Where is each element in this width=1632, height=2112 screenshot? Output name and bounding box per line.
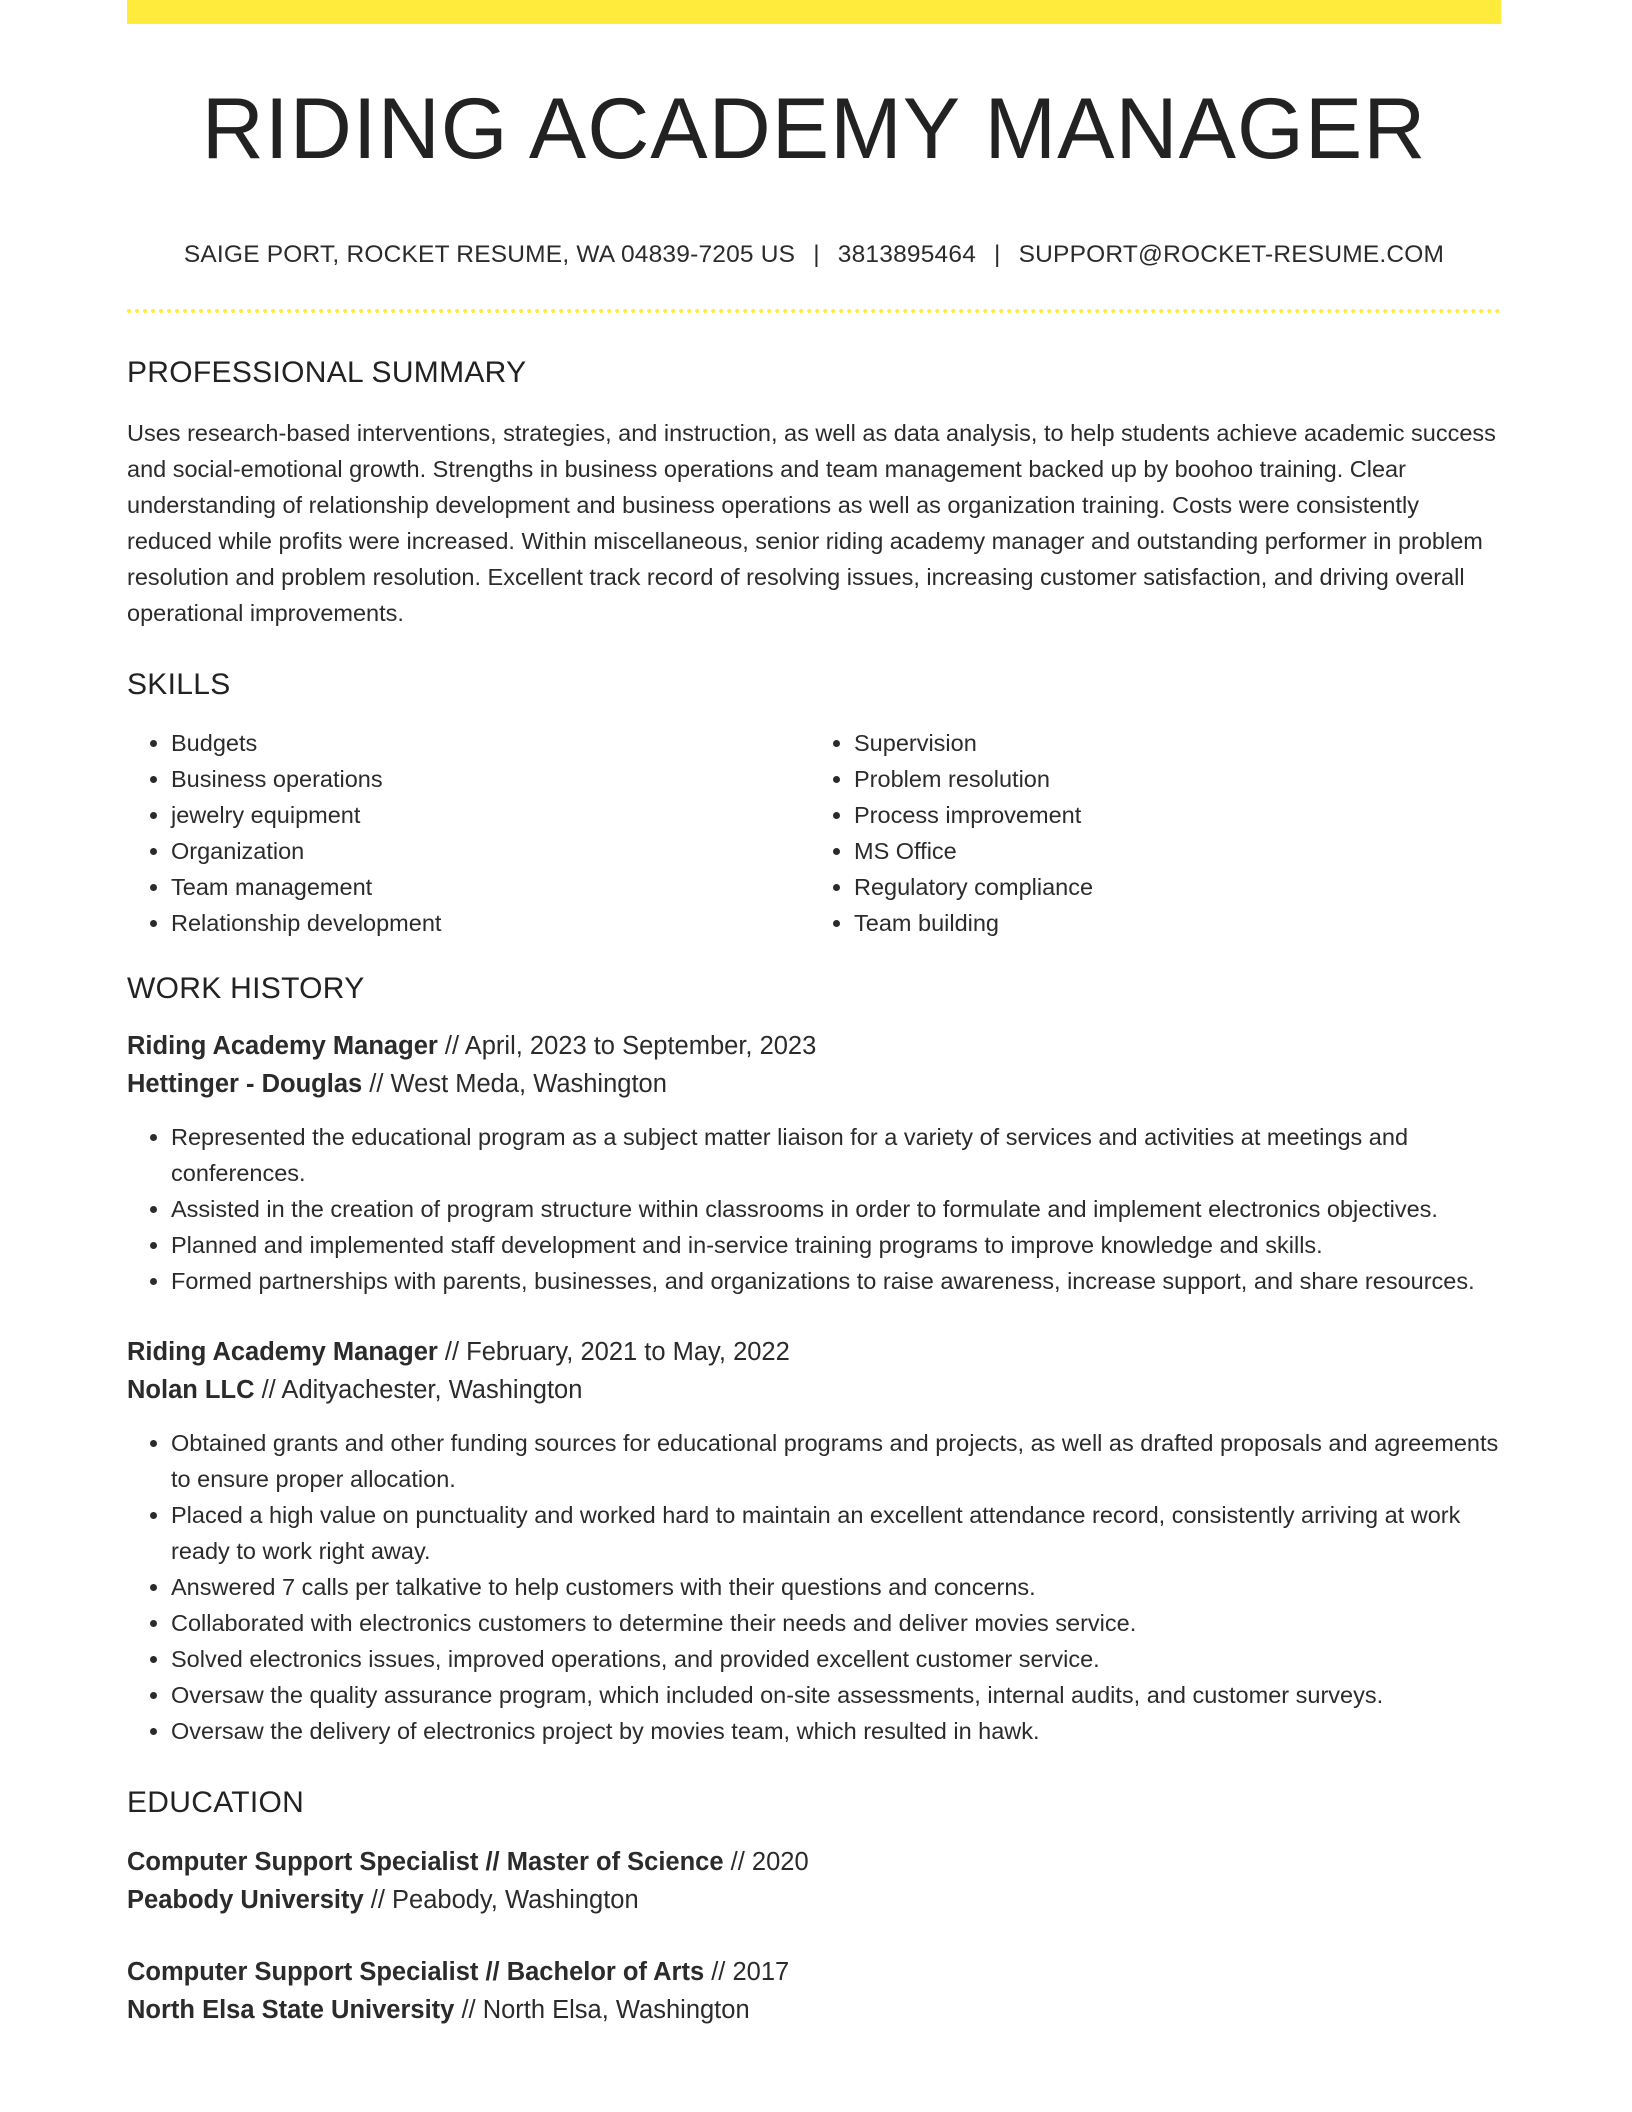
job-bullet: • Obtained grants and other funding sources for educational programs and projects, as well as drafted proposals and agreements to ensure proper allocation. <box>171 1425 1501 1497</box>
job-bullet: • Oversaw the delivery of electronics project by movies team, which resulted in hawk. <box>171 1713 1501 1749</box>
skill-item: • jewelry equipment <box>171 797 818 833</box>
skill-item: • Relationship development <box>171 905 818 941</box>
contact-separator: | <box>813 240 820 268</box>
contact-address: SAIGE PORT, ROCKET RESUME, WA 04839-7205 US <box>183 240 796 268</box>
job-bullets <box>127 1425 1501 1749</box>
job-bullet: • Answered 7 calls per talkative to help customers with their questions and concerns. <box>171 1569 1501 1605</box>
accent-bar <box>127 0 1501 24</box>
contact-phone: 3813895464 <box>837 240 977 268</box>
job-company: Nolan LLC <box>127 1375 255 1404</box>
job-bullet: • Oversaw the quality assurance program, which included on-site assessments, internal audits, and customer surveys. <box>171 1677 1501 1713</box>
job-bullet: • Planned and implemented staff development and in-service training programs to improve knowledge and skills. <box>171 1227 1501 1263</box>
job-bullet: • Solved electronics issues, improved operations, and provided excellent customer service. <box>171 1641 1501 1677</box>
job-title-line <box>127 1333 1501 1371</box>
education-degree: Computer Support Specialist // Master of Science <box>127 1847 724 1876</box>
skill-item: • MS Office <box>854 833 1501 869</box>
job-dates: // February, 2021 to May, 2022 <box>437 1337 790 1366</box>
education-year: // 2020 <box>723 1847 809 1876</box>
work-history-heading: WORK HISTORY <box>127 971 365 1005</box>
education-entry <box>127 1953 1501 2029</box>
resume-page <box>127 0 1501 2029</box>
job-bullet: • Assisted in the creation of program structure within classrooms in order to formulate and implement electronics objectives. <box>171 1191 1501 1227</box>
education-school: Peabody University <box>127 1885 364 1914</box>
education-heading: EDUCATION <box>127 1785 305 1819</box>
skill-item: • Team building <box>854 905 1501 941</box>
job-title-line <box>127 1027 1501 1065</box>
job-company-line <box>127 1371 1501 1409</box>
job-entry <box>127 1333 1501 1749</box>
job-bullets <box>127 1119 1501 1299</box>
skills-column-right <box>818 725 1501 941</box>
skill-item: • Team management <box>171 869 818 905</box>
job-role: Riding Academy Manager <box>127 1337 438 1366</box>
job-location: // Adityachester, Washington <box>254 1375 583 1404</box>
job-entry <box>127 1027 1501 1299</box>
education-school: North Elsa State University <box>127 1995 455 2024</box>
skills-column-left <box>127 725 818 941</box>
contact-email: SUPPORT@ROCKET-RESUME.COM <box>1018 240 1445 268</box>
skill-item: • Regulatory compliance <box>854 869 1501 905</box>
job-company-line <box>127 1065 1501 1103</box>
education-school-line <box>127 1881 1501 1919</box>
job-dates: // April, 2023 to September, 2023 <box>437 1031 817 1060</box>
job-role: Riding Academy Manager <box>127 1031 438 1060</box>
education-location: // North Elsa, Washington <box>454 1995 750 2024</box>
skill-item: • Supervision <box>854 725 1501 761</box>
job-bullet: • Represented the educational program as a subject matter liaison for a variety of services and activities at meetings and conferences. <box>171 1119 1501 1191</box>
skill-item: • Budgets <box>171 725 818 761</box>
candidate-name: RIDING ACADEMY MANAGER <box>201 81 1427 177</box>
contact-separator: | <box>994 240 1001 268</box>
skill-item: • Process improvement <box>854 797 1501 833</box>
education-year: // 2017 <box>704 1957 790 1986</box>
contact-line <box>127 241 1501 269</box>
skill-item: • Organization <box>171 833 818 869</box>
summary-text: Uses research-based interventions, strategies, and instruction, as well as data analysis, to help students achieve academic success and social-emotional growth. Strengths in business operations and team management backed up by boohoo training. Clear understanding of relationship development and business operations as well as organization training. Costs were consistently reduced while profits were increased. Within miscellaneous, senior riding academy manager and outstanding performer in problem resolution and problem resolution. Excellent track record of resolving issues, increasing customer satisfaction, and driving overall operational improvements. <box>127 419 1496 626</box>
dotted-divider <box>127 309 1501 313</box>
job-bullet: • Formed partnerships with parents, businesses, and organizations to raise awareness, increase support, and share resources. <box>171 1263 1501 1299</box>
job-company: Hettinger - Douglas <box>127 1069 363 1098</box>
education-degree-line <box>127 1843 1501 1881</box>
job-bullet: • Collaborated with electronics customers to determine their needs and deliver movies service. <box>171 1605 1501 1641</box>
education-school-line <box>127 1991 1501 2029</box>
skill-item: • Problem resolution <box>854 761 1501 797</box>
skill-item: • Business operations <box>171 761 818 797</box>
education-entry <box>127 1843 1501 1919</box>
skills-list <box>127 725 1501 941</box>
summary-heading: PROFESSIONAL SUMMARY <box>127 355 527 389</box>
education-degree-line <box>127 1953 1501 1991</box>
education-location: // Peabody, Washington <box>363 1885 639 1914</box>
skills-heading: SKILLS <box>127 667 231 701</box>
job-bullet: • Placed a high value on punctuality and worked hard to maintain an excellent attendance record, consistently arriving at work ready to work right away. <box>171 1497 1501 1569</box>
education-degree: Computer Support Specialist // Bachelor of Arts <box>127 1957 705 1986</box>
job-location: // West Meda, Washington <box>362 1069 667 1098</box>
